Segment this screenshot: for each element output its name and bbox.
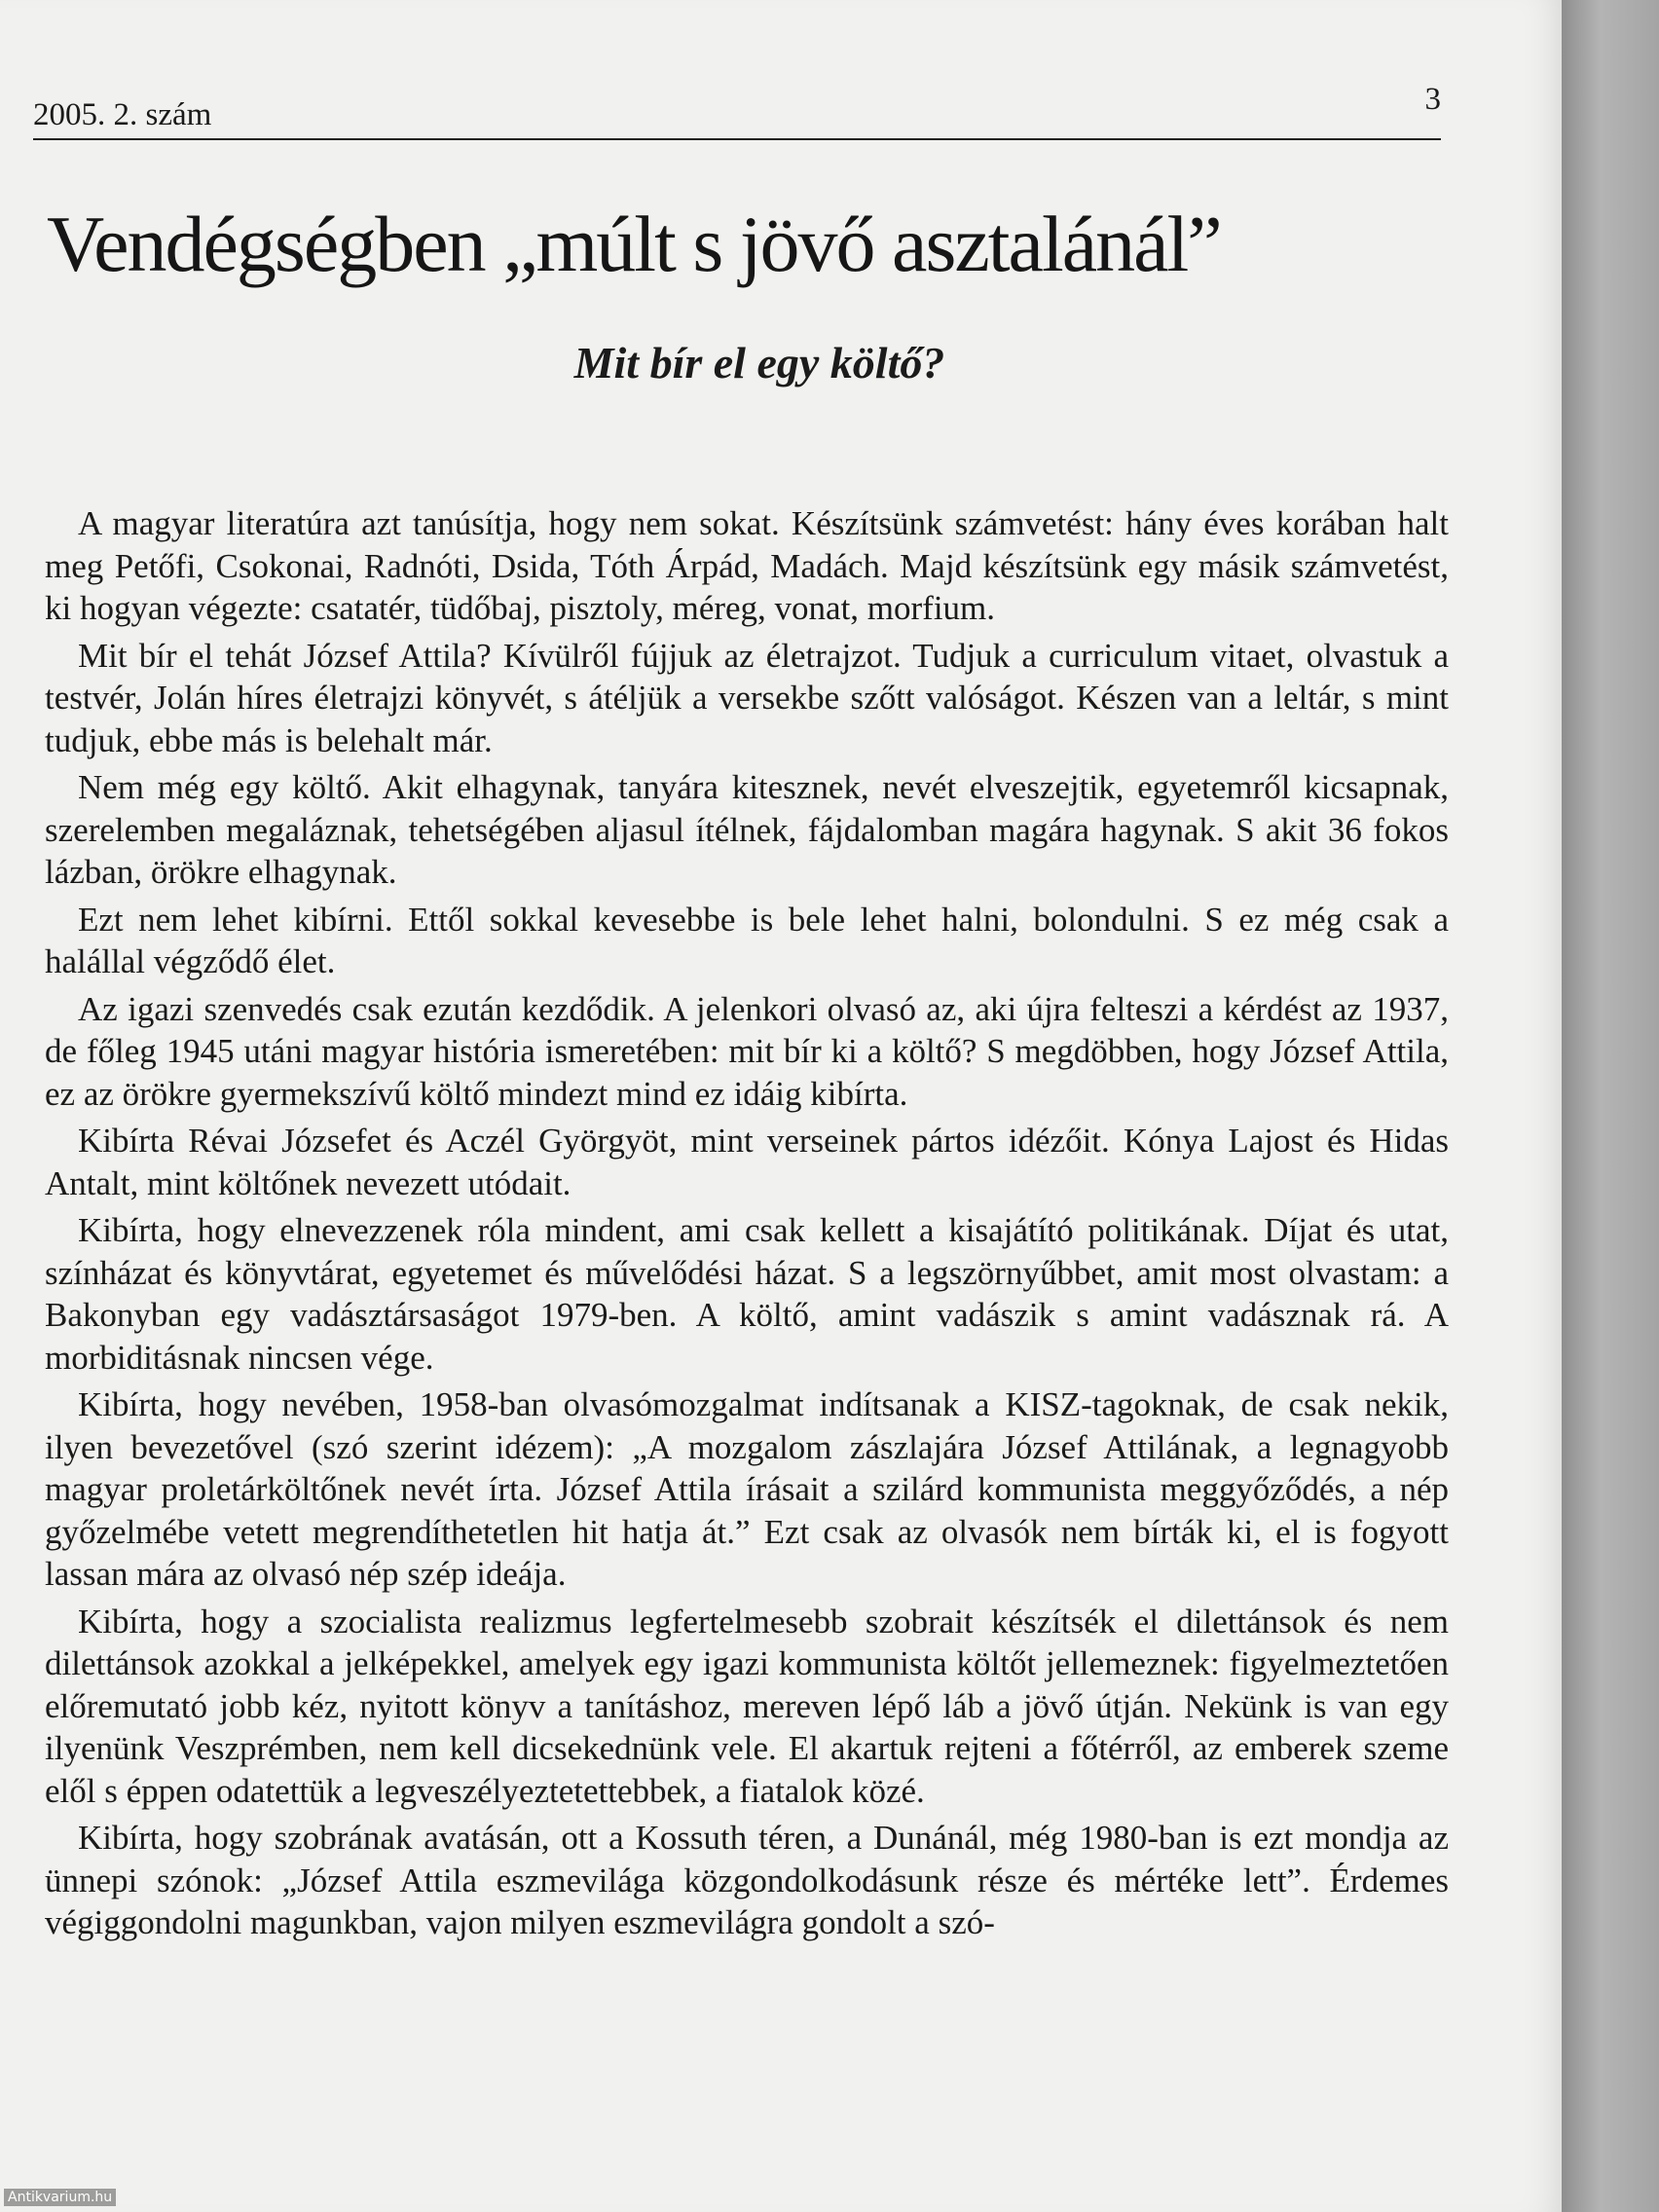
- watermark: Antikvarium.hu: [4, 2189, 116, 2206]
- paragraph: Kibírta, hogy szobrának avatásán, ott a Kossuth téren, a Dunánál, még 1980-ban is ezt mondja az ünnepi szónok: „József Attila eszmevilága közgondolkodásunk része és mértéke lett”. Érdemes végiggondolni magunkban, vajon milyen eszmevilágra gondolt a szó-: [45, 1819, 1449, 1941]
- paragraph: Ezt nem lehet kibírni. Ettől sokkal kevesebbe is bele lehet halni, bolondulni. S ez még csak a halállal végződő élet.: [45, 900, 1449, 980]
- page-number: 3: [1424, 82, 1441, 117]
- running-header: [33, 82, 1441, 140]
- scanner-background-strip: [1562, 0, 1659, 2212]
- article-subtitle: Mit bír el egy költő?: [573, 338, 945, 387]
- issue-label: 2005. 2. szám: [33, 97, 212, 132]
- paragraph: Kibírta Révai Józsefet és Aczél Györgyöt, mint verseinek pártos idézőit. Kónya Lajost és Hidas Antalt, mint költőnek nevezett utódait.: [45, 1122, 1449, 1202]
- paragraph: Mit bír el tehát József Attila? Kívülről fújjuk az életrajzot. Tudjuk a curriculum vitaet, olvastuk a testvér, Jolán híres életrajzi könyvét, s átéljük a versekbe szőtt valóságot. Készen van a leltár, s mint tudjuk, ebbe más is belehalt már.: [45, 636, 1449, 759]
- article-body: [45, 502, 1449, 1949]
- paragraph: A magyar literatúra azt tanúsítja, hogy nem sokat. Készítsünk számvetést: hány éves korában halt meg Petőfi, Csokonai, Radnóti, Dsida, Tóth Árpád, Madách. Majd készítsünk egy másik számvetést, ki hogyan végezte: csatatér, tüdőbaj, pisztoly, méreg, vonat, morfium.: [45, 504, 1449, 627]
- paragraph: Kibírta, hogy nevében, 1958-ban olvasómozgalmat indítsanak a KISZ-tagoknak, de csak nekik, ilyen bevezetővel (szó szerint idézem): „A mozgalom zászlajára József Attilának, a legnagyobb magyar proletárköltőnek nevét írta. József Attila írásait a szilárd kommunista meggyőződés, a nép győzelmébe vetett megrendíthetetlen hit hatja át.” Ezt csak az olvasók nem bírták ki, el is fogyott lassan mára az olvasó nép szép ideája.: [45, 1385, 1449, 1593]
- article-title: Vendégségben „múlt s jövő asztalánál”: [47, 200, 1221, 288]
- paragraph: Kibírta, hogy a szocialista realizmus legfertelmesebb szobrait készítsék el dilettánsok és nem dilettánsok azokkal a jelképekkel, amelyek egy igazi kommunista költőt jellemeznek: figyelmeztetően előremutató jobb kéz, nyitott könyv a tanításhoz, mereven lépő láb a jövő útján. Nekünk is van egy ilyenünk Veszprémben, nem kell dicsekednünk vele. El akartuk rejteni a főtérről, az emberek szeme elől s éppen odatettük a legveszélyeztetettebbek, a fiatalok közé.: [45, 1602, 1449, 1810]
- paragraph: Nem még egy költő. Akit elhagynak, tanyára kitesznek, nevét elveszejtik, egyetemről kicsapnak, szerelemben megaláznak, tehetségében aljasul ítélnek, fájdalomban magára hagynak. S akit 36 fokos lázban, örökre elhagynak.: [45, 768, 1449, 891]
- paragraph: Kibírta, hogy elnevezzenek róla mindent, ami csak kellett a kisajátító politikának. Díjat és utat, színházat és könyvtárat, egyetemet és művelődési házat. S a legszörnyűbbet, amit most olvastam: a Bakonyban egy vadásztársaságot 1979-ben. A költő, amint vadászik s amint vadásznak rá. A morbiditásnak nincsen vége.: [45, 1211, 1449, 1377]
- paragraph: Az igazi szenvedés csak ezután kezdődik. A jelenkori olvasó az, aki újra felteszi a kérdést az 1937, de főleg 1945 utáni magyar história ismeretében: mit bír ki a költő? S megdöbben, hogy József Attila, ez az örökre gyermekszívű költő mindezt mind ez idáig kibírta.: [45, 989, 1449, 1113]
